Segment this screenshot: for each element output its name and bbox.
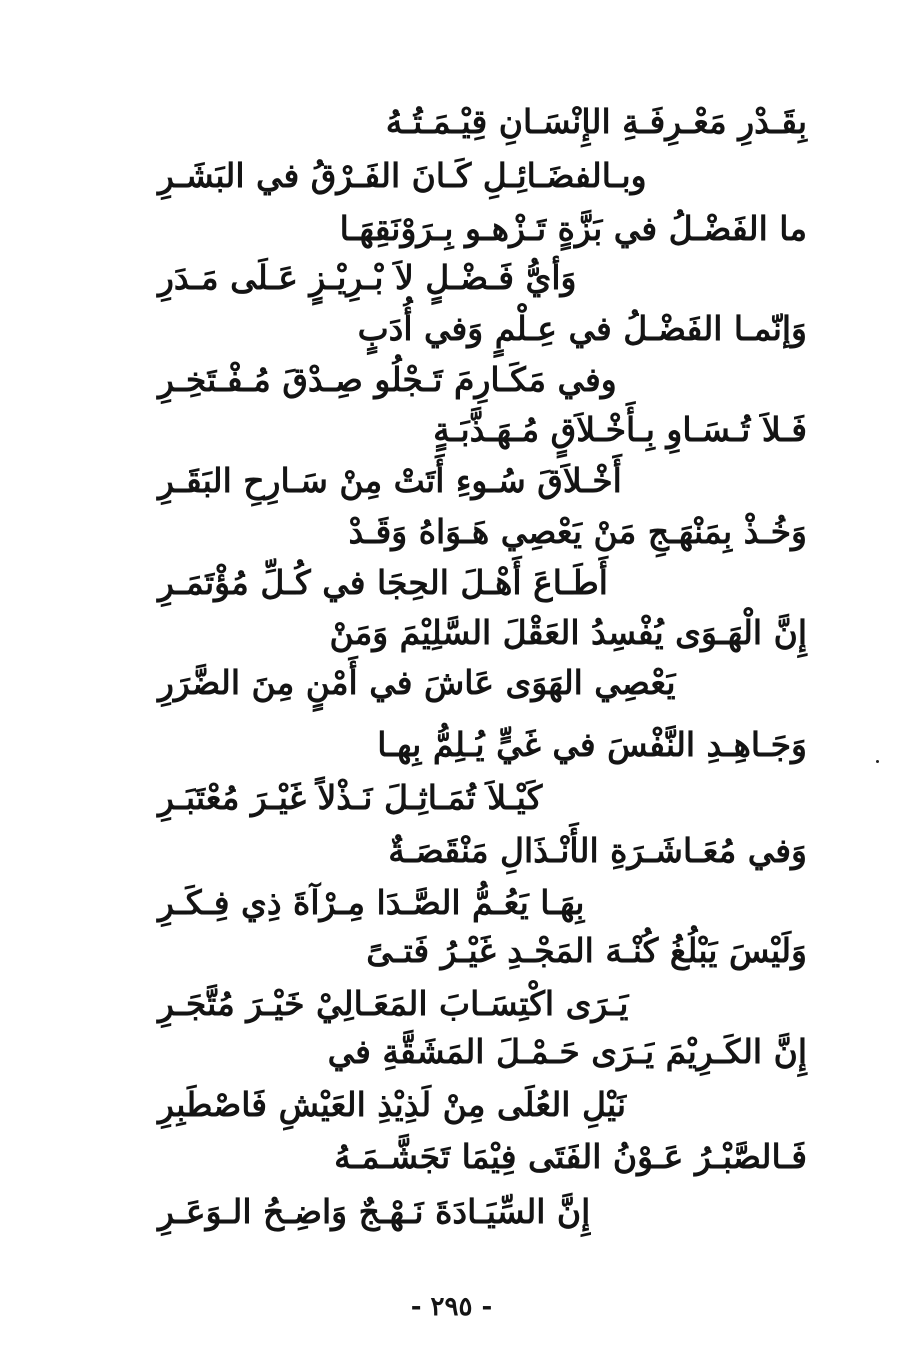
verse-line-13: وَجَـاهِـدِ النَّفْسَ في غَيٍّ يُـلِمُّ بِهـا — [377, 725, 807, 764]
verse-line-15: وَفي مُعَـاشَـرَةِ الأَنْـذَالِ مَنْقَصَـةٌ — [388, 831, 807, 870]
verse-line-14: كَيْـلاَ تُمَـاثِـلَ نَـذْلاً غَيْـرَ مُعْتَبَـرِ — [158, 778, 543, 817]
verse-line-18: يَـرَى اكْتِسَـابَ المَعَـالِيْ خَيْـرَ مُتَّجَـرِ — [158, 984, 629, 1023]
verse-line-8: أَخْـلاَقَ سُـوءِ أَتَتْ مِنْ سَـارِحِ البَقَـرِ — [158, 461, 622, 500]
verse-line-6: وفي مَكَـارِمَ تَـجْلُو صِـدْقَ مُـفْـتَخِـرِ — [158, 360, 617, 399]
verse-line-1: بِقَـدْرِ مَعْـرِفَـةِ الإِنْسَـانِ قِيْـمَـتُـهُ — [385, 102, 807, 141]
verse-line-19: إِنَّ الكَـرِيْمَ يَـرَى حَـمْـلَ المَشَقَّةِ في — [327, 1032, 807, 1071]
verse-line-21: فَـالصَّبْـرُ عَـوْنُ الفَتَى فِيْمَا تَجَشَّـمَـهُ — [334, 1137, 807, 1176]
verse-line-7: فَـلاَ تُـسَـاوِ بِـأَخْـلاَقٍ مُـهَـذَّبَـةٍ — [433, 410, 807, 449]
verse-line-5: وَإنّمـا الفَضْـلُ في عِـلْمٍ وَفي أُدَبٍ — [357, 309, 807, 348]
verse-line-3: ما الفَضْـلُ في بَزَّةٍ تَـزْهـو بِـرَوْنَقِهَـا — [339, 209, 807, 248]
print-speck — [876, 760, 879, 763]
verse-line-10: أَطَـاعَ أَهْـلَ الحِجَا في كُـلِّ مُؤْتَمَـرِ — [158, 563, 608, 602]
page-number: - ٢٩٥ - — [410, 1292, 493, 1322]
verse-line-22: إِنَّ السِّيَـادَةَ نَـهْـجٌ وَاضِـحُ الـوَعَـرِ — [158, 1192, 591, 1231]
verse-line-9: وَخُـذْ بِمَنْهَـجِ مَنْ يَعْصِي هَـوَاهُ وَقَـدْ — [348, 512, 807, 551]
verse-line-12: يَعْصِي الهَوَى عَاشَ في أَمْنٍ مِنَ الضَّرَرِ — [158, 663, 676, 702]
verse-line-11: إِنَّ الْهَـوَى يُفْسِدُ العَقْلَ السَّلِيْمَ وَمَنْ — [329, 613, 807, 652]
verse-line-20: نَيْلِ العُلَى مِنْ لَذِيْذِ العَيْشِ فَاصْطَبِرِ — [158, 1085, 627, 1124]
verse-line-2: وبـالفضَـائِـلِ كَـانَ الفَـرْقُ في البَشَـرِ — [158, 156, 647, 195]
verse-line-4: وَأيُّ فَـضْـلٍ لاَ بْـرِيْـزٍ عَـلَى مَـدَرِ — [158, 258, 577, 297]
verse-line-17: وَلَيْسَ يَبْلُغُ كُنْـهَ المَجْـدِ غَيْـرُ فَتـىً — [366, 931, 807, 970]
verse-line-16: بِهَـا يَعُـمُّ الصَّـدَا مِـرْآةَ ذِي فِـكَـرِ — [158, 883, 585, 922]
